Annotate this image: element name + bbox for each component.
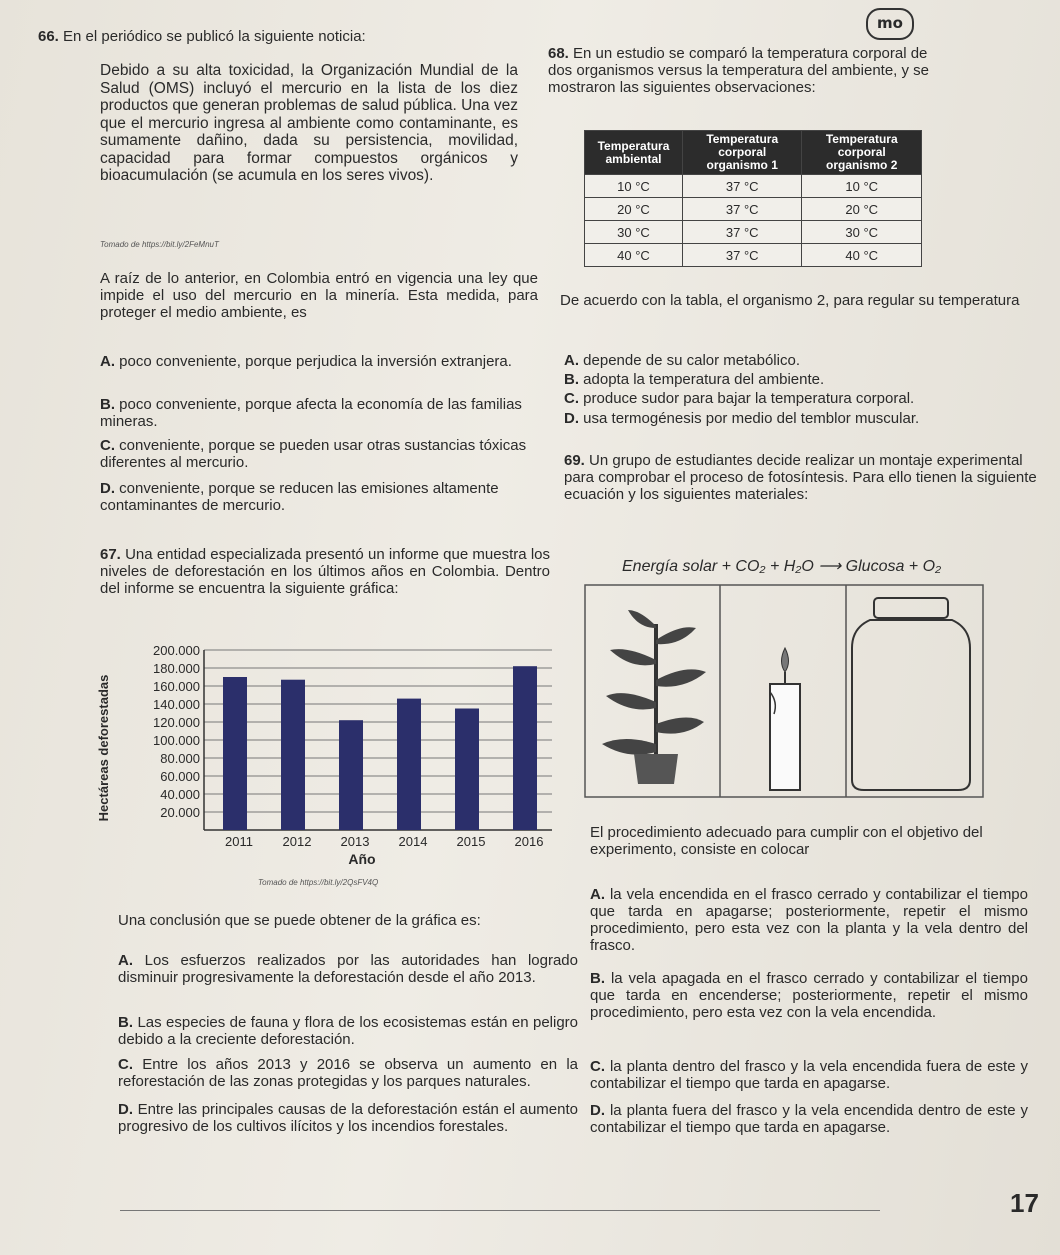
footer-divider: [120, 1210, 880, 1211]
q67-option-a[interactable]: [118, 952, 578, 986]
q69-option-d-letter: D.: [590, 1102, 605, 1119]
q69-number: 69.: [564, 452, 585, 469]
q67-option-b-letter: B.: [118, 1014, 133, 1031]
q68-option-a-letter: A.: [564, 352, 579, 369]
chart-y-tick-label: 60.000: [160, 769, 200, 784]
q69-option-a-text: la vela encendida en el frasco cerrado y contabilizar el tiempo que tarda en apagarse; posteriormente, repetir el mismo procedimiento, pero esta vez con la planta y la vela dentro del frasco.: [590, 886, 1028, 954]
chart-y-tick-label: 120.000: [153, 715, 200, 730]
table-row: [585, 175, 922, 198]
q66-option-a-text: poco conveniente, porque perjudica la inversión extranjera.: [119, 353, 512, 370]
q67-conclusion: Una conclusión que se puede obtener de la gráfica es:: [118, 912, 481, 929]
materials-illustration: [584, 584, 984, 798]
chart-x-tick-label: 2012: [282, 834, 312, 849]
q67-option-c-letter: C.: [118, 1056, 133, 1073]
table-cell: 37 °C: [682, 221, 802, 244]
q67-option-a-letter: A.: [118, 952, 133, 969]
table-header-row: [585, 131, 922, 175]
q67-number: 67.: [100, 546, 121, 563]
q68-option-d[interactable]: [564, 410, 1034, 427]
q68-stem-block: [548, 45, 948, 96]
table-header-cell: Temperatura corporal organismo 2: [802, 131, 922, 175]
chart-y-tick-label: 160.000: [153, 679, 200, 694]
chart-bar: [281, 680, 305, 830]
q66-option-b-letter: B.: [100, 396, 115, 413]
chart-x-tick-label: 2014: [398, 834, 428, 849]
table-cell: 40 °C: [585, 244, 683, 267]
q69-option-d[interactable]: [590, 1102, 1028, 1136]
q67-option-b-text: Las especies de fauna y flora de los ecosistemas están en peligro debido a la creciente deforestación.: [118, 1014, 579, 1048]
q68-option-d-letter: D.: [564, 410, 579, 427]
chart-y-axis-label: Hectáreas deforestadas: [96, 674, 111, 822]
chart-y-tick-label: 20.000: [160, 805, 200, 820]
chart-x-axis-label: Año: [348, 851, 376, 867]
table-cell: 20 °C: [585, 198, 683, 221]
chart-bar: [455, 709, 479, 831]
q68-option-a[interactable]: [564, 352, 1034, 369]
q68-option-b-text: adopta la temperatura del ambiente.: [583, 371, 825, 388]
page-number: 17: [1010, 1188, 1039, 1218]
table-cell: 30 °C: [802, 221, 922, 244]
q68-stem: En un estudio se comparó la temperatura corporal de dos organismos versus la temperatura del ambiente, y se mostraron las siguientes observaciones:: [548, 45, 930, 96]
chart-x-tick-label: 2015: [456, 834, 486, 849]
q66-option-c-text: conveniente, porque se pueden usar otras sustancias tóxicas diferentes al mercurio.: [100, 437, 527, 471]
q66-option-d-text: conveniente, porque se reducen las emisiones altamente contaminantes de mercurio.: [100, 480, 499, 514]
photosynthesis-equation: Energía solar + CO₂ + H₂O ⟶ Glucosa + O₂: [622, 558, 942, 575]
q69-stem: Un grupo de estudiantes decide realizar un montaje experimental para comprobar el proceso de fotosíntesis. Para ello tienen la siguiente ecuación y los siguientes materiales:: [564, 452, 1037, 503]
q67-option-d-letter: D.: [118, 1101, 133, 1118]
chart-x-tick-label: 2011: [225, 834, 253, 849]
q66-option-d-letter: D.: [100, 480, 115, 497]
q67-option-b[interactable]: [118, 1014, 578, 1048]
chart-y-tick-label: 40.000: [160, 787, 200, 802]
plant-pot: [634, 754, 678, 784]
table-cell: 10 °C: [802, 175, 922, 198]
chart-bar: [339, 720, 363, 830]
q67-option-c[interactable]: [118, 1056, 578, 1090]
q67-stem: Una entidad especializada presentó un informe que muestra los niveles de deforestación en los últimos años en Colombia. Dentro del informe se encuentra la siguiente gráfica:: [100, 546, 550, 597]
q67-option-d[interactable]: [118, 1101, 578, 1135]
q66-option-b[interactable]: [100, 396, 540, 430]
q69-option-d-text: la planta fuera del frasco y la vela encendida dentro de este y contabilizar el tiempo que tarda en apagarse.: [590, 1102, 1028, 1136]
q66-source: Tomado de https://bit.ly/2FeMnuT: [100, 240, 219, 249]
table-cell: 10 °C: [585, 175, 683, 198]
table-header-cell: Temperatura ambiental: [585, 131, 683, 175]
q68-option-d-text: usa termogénesis por medio del temblor muscular.: [583, 410, 920, 427]
q68-option-c[interactable]: [564, 390, 1034, 407]
q66-stem: A raíz de lo anterior, en Colombia entró en vigencia una ley que impide el uso del mercurio en la minería. Esta medida, para proteger el medio ambiente, es: [100, 270, 538, 321]
candle-icon: [770, 648, 800, 790]
q69-option-a[interactable]: [590, 886, 1028, 954]
q69-option-b-letter: B.: [590, 970, 605, 987]
q69-option-c-text: la planta dentro del frasco y la vela encendida fuera de este y contabilizar el tiempo que tarda en apagarse.: [590, 1058, 1028, 1092]
table-row: [585, 198, 922, 221]
deforestation-chart: [96, 640, 566, 872]
q67-source: Tomado de https://bit.ly/2QsFV4Q: [258, 878, 379, 887]
table-cell: 37 °C: [682, 244, 802, 267]
chart-y-tick-label: 100.000: [153, 733, 200, 748]
table-cell: 30 °C: [585, 221, 683, 244]
publisher-logo: mo: [866, 8, 914, 40]
q67-option-c-text: Entre los años 2013 y 2016 se observa un aumento en la reforestación de las zonas protegidas y los parques naturales.: [118, 1056, 578, 1090]
q68-option-c-text: produce sudor para bajar la temperatura corporal.: [583, 390, 915, 407]
chart-bar: [397, 699, 421, 830]
q66-option-c-letter: C.: [100, 437, 115, 454]
q68-option-c-letter: C.: [564, 390, 579, 407]
table-cell: 37 °C: [682, 175, 802, 198]
q67-option-d-text: Entre las principales causas de la deforestación están el aumento progresivo de los cultivos ilícitos y los incendios forestales.: [118, 1101, 578, 1135]
q66-option-b-text: poco conveniente, porque afecta la economía de las familias mineras.: [100, 396, 522, 430]
chart-y-tick-label: 80.000: [160, 751, 200, 766]
q68-option-a-text: depende de su calor metabólico.: [583, 352, 800, 369]
q66-option-a-letter: A.: [100, 353, 115, 370]
table-header-cell: Temperatura corporal organismo 1: [682, 131, 802, 175]
q69-option-b[interactable]: [590, 970, 1028, 1021]
q69-question: El procedimiento adecuado para cumplir con el objetivo del experimento, consiste en colocar: [590, 824, 983, 858]
chart-x-tick-label: 2013: [340, 834, 370, 849]
chart-y-tick-label: 140.000: [153, 697, 200, 712]
table-cell: 20 °C: [802, 198, 922, 221]
q66-number: 66.: [38, 28, 59, 45]
q66-option-a[interactable]: [100, 353, 540, 370]
table-row: [585, 221, 922, 244]
q68-number: 68.: [548, 45, 569, 62]
chart-y-tick-label: 200.000: [153, 643, 200, 658]
glass-jar-icon: [852, 598, 970, 790]
q66-option-c[interactable]: [100, 437, 540, 471]
q69-option-b-text: la vela apagada en el frasco cerrado y contabilizar el tiempo que tarda en encenderse; posteriormente, repetir el mismo procedimiento, pero esta vez con la vela encendida.: [590, 970, 1028, 1021]
chart-y-tick-label: 180.000: [153, 661, 200, 676]
q69-stem-block: [564, 452, 1039, 503]
q68-question: De acuerdo con la tabla, el organismo 2, para regular su temperatura: [560, 292, 1020, 309]
q69-option-c[interactable]: [590, 1058, 1028, 1092]
chart-bar: [223, 677, 247, 830]
temperature-table: [584, 130, 922, 267]
q68-option-b[interactable]: [564, 371, 1034, 388]
q68-option-b-letter: B.: [564, 371, 579, 388]
q69-option-c-letter: C.: [590, 1058, 605, 1075]
table-cell: 40 °C: [802, 244, 922, 267]
table-row: [585, 244, 922, 267]
q66-header: [38, 28, 538, 45]
q66-news: Debido a su alta toxicidad, la Organización Mundial de la Salud (OMS) incluyó el mercurio en la lista de los diez productos que generan problemas de salud pública. Una vez que el mercurio ingresa al ambiente como contaminante, es sumamente dañino, dada su persistencia, movilidad, capacidad para formar compuestos orgánicos y bioacumulación (se acumula en los seres vivos).: [100, 62, 518, 184]
q67-stem-block: [100, 546, 550, 597]
q66-option-d[interactable]: [100, 480, 540, 514]
chart-bar: [513, 666, 537, 830]
q67-option-a-text: Los esfuerzos realizados por las autoridades han logrado disminuir progresivamente la deforestación desde el año 2013.: [118, 952, 578, 986]
chart-x-tick-label: 2016: [514, 834, 544, 849]
q66-intro: En el periódico se publicó la siguiente noticia:: [63, 28, 366, 45]
plant-icon: [602, 610, 706, 784]
q69-option-a-letter: A.: [590, 886, 605, 903]
table-cell: 37 °C: [682, 198, 802, 221]
